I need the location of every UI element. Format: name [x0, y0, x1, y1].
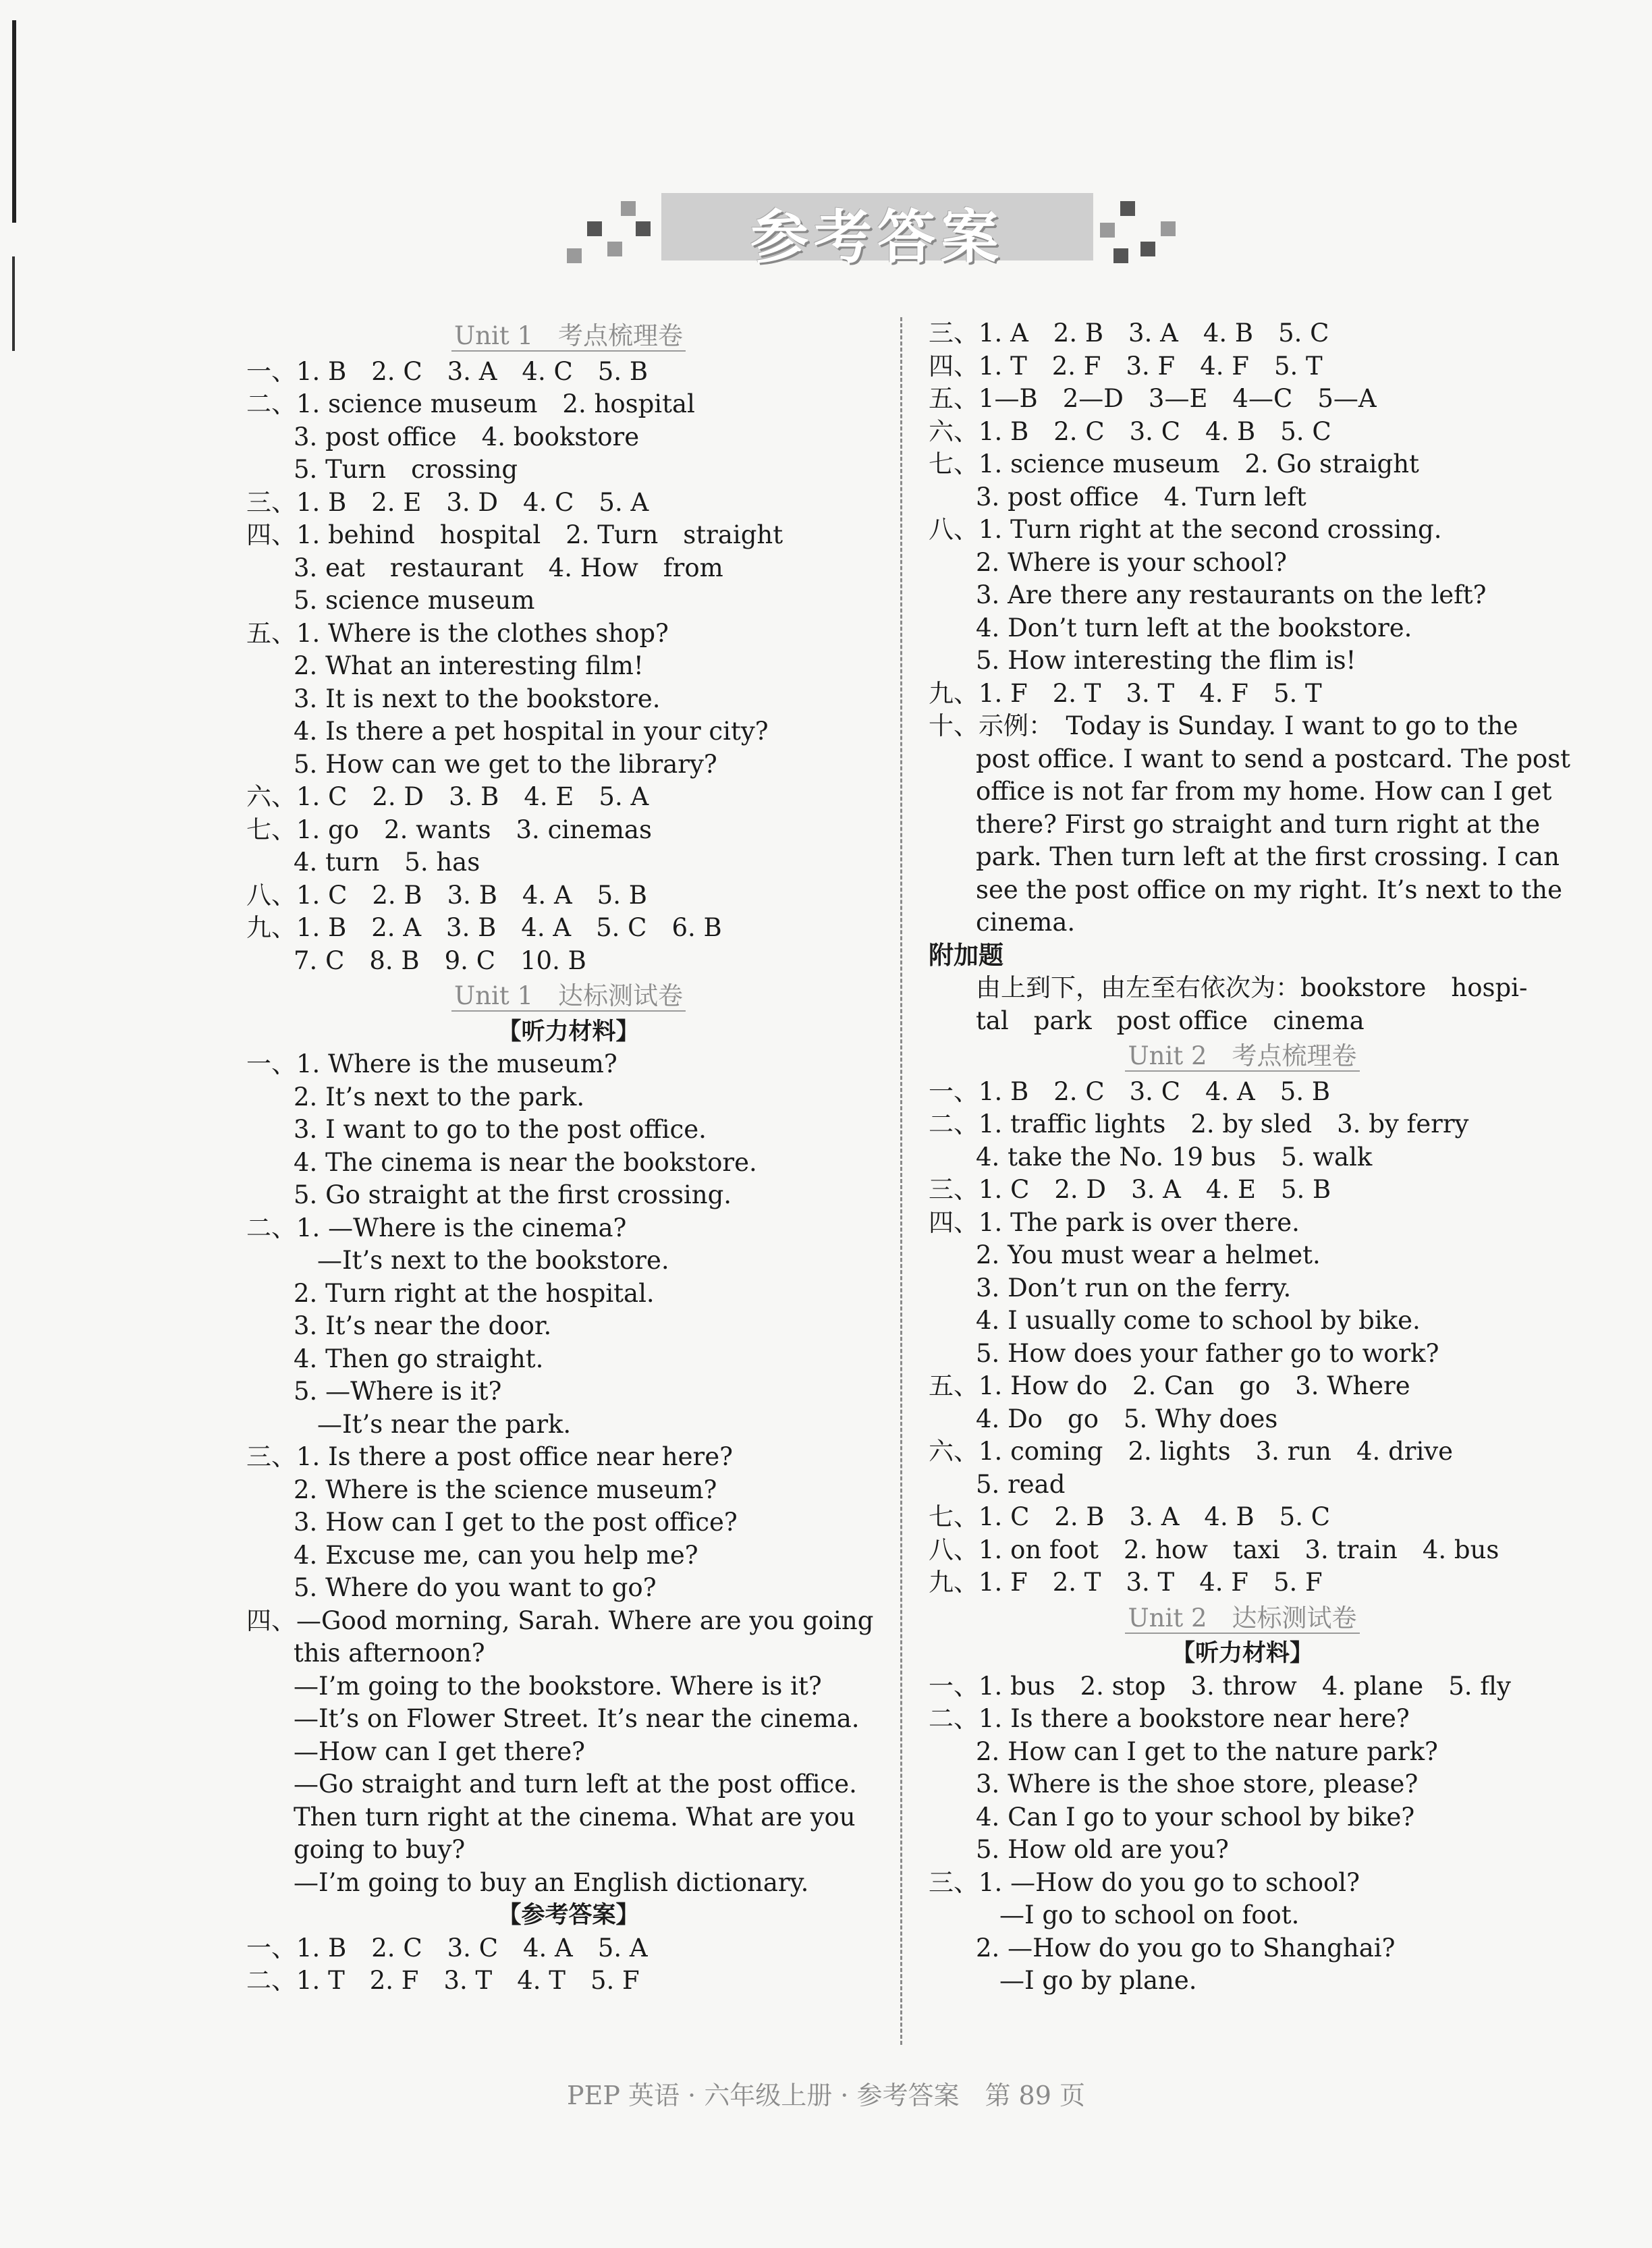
answer-line: 4. take the No. 19 bus 5. walk [976, 1142, 1373, 1172]
answer-line: see the post office on my right. It’s next to the [976, 875, 1563, 904]
answer-line: 5. Turn crossing [294, 455, 518, 484]
answer-line: 4. Is there a pet hospital in your city? [294, 717, 769, 746]
answer-line: 4. Can I go to your school by bike? [976, 1802, 1415, 1832]
answer-line: 四、1. T 2. F 3. F 4. F 5. T [929, 351, 1323, 381]
answer-line: 二、1. traffic lights 2. by sled 3. by ferry [929, 1109, 1469, 1139]
answer-line: cinema. [976, 908, 1076, 937]
answer-line: there? First go straight and turn right at the [976, 809, 1541, 839]
answer-line: 一、1. B 2. C 3. A 4. C 5. B [246, 356, 649, 386]
subsection-heading: 【听力材料】 [1171, 1640, 1313, 1667]
answer-line: 2. —How do you go to Shanghai? [976, 1933, 1396, 1963]
answer-line: 5. read [976, 1469, 1066, 1499]
answer-line: park. Then turn left at the first crossing. I can [976, 842, 1560, 871]
answer-line: 五、1. How do 2. Can go 3. Where [929, 1371, 1410, 1400]
answer-line: 二、1. —Where is the cinema? [246, 1213, 627, 1242]
answer-line: 5. How does your father go to work? [976, 1338, 1439, 1368]
answer-line: 三、1. C 2. D 3. A 4. E 5. B [929, 1175, 1331, 1204]
answer-line: —It’s on Flower Street. It’s near the cinema. [294, 1704, 860, 1733]
answer-line: 5. science museum [294, 586, 535, 615]
answer-line: 4. I usually come to school by bike. [976, 1306, 1421, 1335]
answer-line: 一、1. B 2. C 3. C 4. A 5. B [929, 1076, 1331, 1106]
answer-line: 二、1. Is there a bookstore near here? [929, 1704, 1410, 1733]
page-footer: PEP 英语 · 六年级上册 · 参考答案 第 89 页 [567, 2081, 1085, 2110]
subsection-heading: 【听力材料】 [497, 1018, 640, 1045]
answer-line: 5. How can we get to the library? [294, 749, 717, 779]
answer-line: 4. Then go straight. [294, 1344, 544, 1373]
answer-line: 五、1. Where is the clothes shop? [246, 618, 669, 648]
answer-line: 3. It is next to the bookstore. [294, 684, 661, 713]
answer-line: —It’s near the park. [317, 1409, 572, 1439]
answer-line: 3. post office 4. bookstore [294, 422, 640, 451]
section-heading-text: Unit 1 达标测试卷 [451, 981, 686, 1012]
answer-line: 四、—Good morning, Sarah. Where are you going [246, 1606, 874, 1635]
answer-line: Then turn right at the cinema. What are you [294, 1802, 856, 1832]
answer-line: —It’s next to the bookstore. [317, 1246, 669, 1275]
answer-line: 七、1. C 2. B 3. A 4. B 5. C [929, 1502, 1331, 1531]
subsection-heading: 【参考答案】 [497, 1902, 640, 1929]
answer-line: 3. I want to go to the post office. [294, 1115, 707, 1144]
answer-line: 二、1. T 2. F 3. T 4. T 5. F [246, 1966, 640, 1995]
right-column [929, 317, 1571, 1998]
answer-line: this afternoon? [294, 1639, 485, 1668]
answer-line: 八、1. C 2. B 3. B 4. A 5. B [246, 880, 647, 910]
answer-line: 4. The cinema is near the bookstore. [294, 1147, 757, 1177]
answer-line: —I’m going to the bookstore. Where is it? [294, 1671, 822, 1701]
answer-line: 4. Do go 5. Why does [976, 1404, 1278, 1433]
section-heading [246, 320, 891, 353]
answer-line: 5. How old are you? [976, 1835, 1229, 1864]
answer-line: 2. Turn right at the hospital. [294, 1278, 655, 1308]
answer-line: tal park post office cinema [976, 1006, 1365, 1035]
answer-line: 六、1. B 2. C 3. C 4. B 5. C [929, 416, 1331, 446]
answer-line: —I go by plane. [999, 1966, 1197, 1995]
section-heading [929, 1040, 1556, 1073]
section-heading-text: Unit 1 考点梳理卷 [451, 321, 686, 352]
answer-line: 3. Don’t run on the ferry. [976, 1273, 1292, 1303]
answer-line: 4. Don’t turn left at the bookstore. [976, 613, 1412, 642]
answer-line: 3. How can I get to the post office? [294, 1508, 738, 1537]
answer-line: 3. Where is the shoe store, please? [976, 1770, 1419, 1799]
answer-line: —I go to school on foot. [999, 1900, 1300, 1929]
answer-line: —I’m going to buy an English dictionary. [294, 1867, 809, 1897]
answer-line: 3. eat restaurant 4. How from [294, 553, 723, 582]
answer-line: 5. Where do you want to go? [294, 1573, 657, 1602]
left-column [246, 317, 891, 1998]
answer-line: 2. It’s next to the park. [294, 1082, 585, 1112]
answer-line: 一、1. bus 2. stop 3. throw 4. plane 5. fly [929, 1671, 1511, 1701]
answer-line: 2. What an interesting film! [294, 651, 644, 680]
answer-line: 一、1. B 2. C 3. C 4. A 5. A [246, 1933, 648, 1963]
scan-edge-mark [12, 256, 15, 351]
answer-line: 五、1—B 2—D 3—E 4—C 5—A [929, 384, 1377, 413]
answer-line: 一、1. Where is the museum? [246, 1049, 617, 1078]
answer-line: 5. —Where is it? [294, 1377, 502, 1406]
answer-line: 八、1. Turn right at the second crossing. [929, 515, 1442, 544]
answer-line: 2. You must wear a helmet. [976, 1240, 1321, 1269]
answer-line: 2. Where is your school? [976, 547, 1287, 577]
answer-line: 四、1. behind hospital 2. Turn straight [246, 520, 783, 549]
answer-line: 三、1. —How do you go to school? [929, 1867, 1360, 1897]
answer-line: 3. post office 4. Turn left [976, 482, 1306, 512]
answer-line: 九、1. F 2. T 3. T 4. F 5. F [929, 1568, 1323, 1597]
answer-line: 九、1. F 2. T 3. T 4. F 5. T [929, 678, 1322, 708]
answer-line: 7. C 8. B 9. C 10. B [294, 945, 586, 975]
scan-edge-mark [12, 20, 16, 223]
answer-line: 八、1. on foot 2. how taxi 3. train 4. bus [929, 1535, 1499, 1564]
title-banner [580, 181, 1174, 269]
section-heading [246, 980, 891, 1013]
answer-line: 九、1. B 2. A 3. B 4. A 5. C 6. B [246, 913, 722, 942]
answer-line: 5. How interesting the flim is! [976, 646, 1356, 675]
section-heading-text: Unit 2 考点梳理卷 [1125, 1041, 1359, 1072]
answer-line: 六、1. C 2. D 3. B 4. E 5. A [246, 782, 649, 811]
answer-line: —How can I get there? [294, 1736, 585, 1766]
answer-line: —Go straight and turn left at the post office. [294, 1770, 857, 1799]
answer-line: 六、1. coming 2. lights 3. run 4. drive [929, 1437, 1454, 1466]
answer-line: 3. It’s near the door. [294, 1311, 552, 1340]
answer-line: post office. I want to send a postcard. The post [976, 744, 1571, 773]
answer-line: 二、1. science museum 2. hospital [246, 389, 695, 418]
answer-line: 2. Where is the science museum? [294, 1475, 717, 1504]
answer-line: 十、示例： Today is Sunday. I want to go to the [929, 711, 1518, 740]
answer-line: 由上到下，由左至右依次为：bookstore hospi- [976, 973, 1528, 1002]
column-divider [900, 317, 902, 2045]
section-heading [929, 1602, 1556, 1635]
section-heading-text: Unit 2 达标测试卷 [1125, 1603, 1359, 1634]
answer-line: 七、1. go 2. wants 3. cinemas [246, 815, 652, 844]
answer-line: 2. How can I get to the nature park? [976, 1736, 1438, 1766]
answer-line: 三、1. Is there a post office near here? [246, 1442, 733, 1471]
answer-line: 三、1. A 2. B 3. A 4. B 5. C [929, 319, 1329, 348]
answer-line: 七、1. science museum 2. Go straight [929, 449, 1419, 478]
bonus-heading: 附加题 [929, 940, 1003, 970]
answer-line: 三、1. B 2. E 3. D 4. C 5. A [246, 487, 649, 517]
page-title: 参考答案 [750, 204, 1004, 271]
answer-line: 5. Go straight at the first crossing. [294, 1180, 732, 1209]
answer-line: office is not far from my home. How can I get [976, 777, 1552, 806]
answer-line: going to buy? [294, 1835, 466, 1864]
answer-line: 4. Excuse me, can you help me? [294, 1540, 698, 1570]
answer-line: 四、1. The park is over there. [929, 1207, 1300, 1237]
answer-line: 3. Are there any restaurants on the left? [976, 580, 1487, 609]
answer-line: 4. turn 5. has [294, 848, 480, 877]
